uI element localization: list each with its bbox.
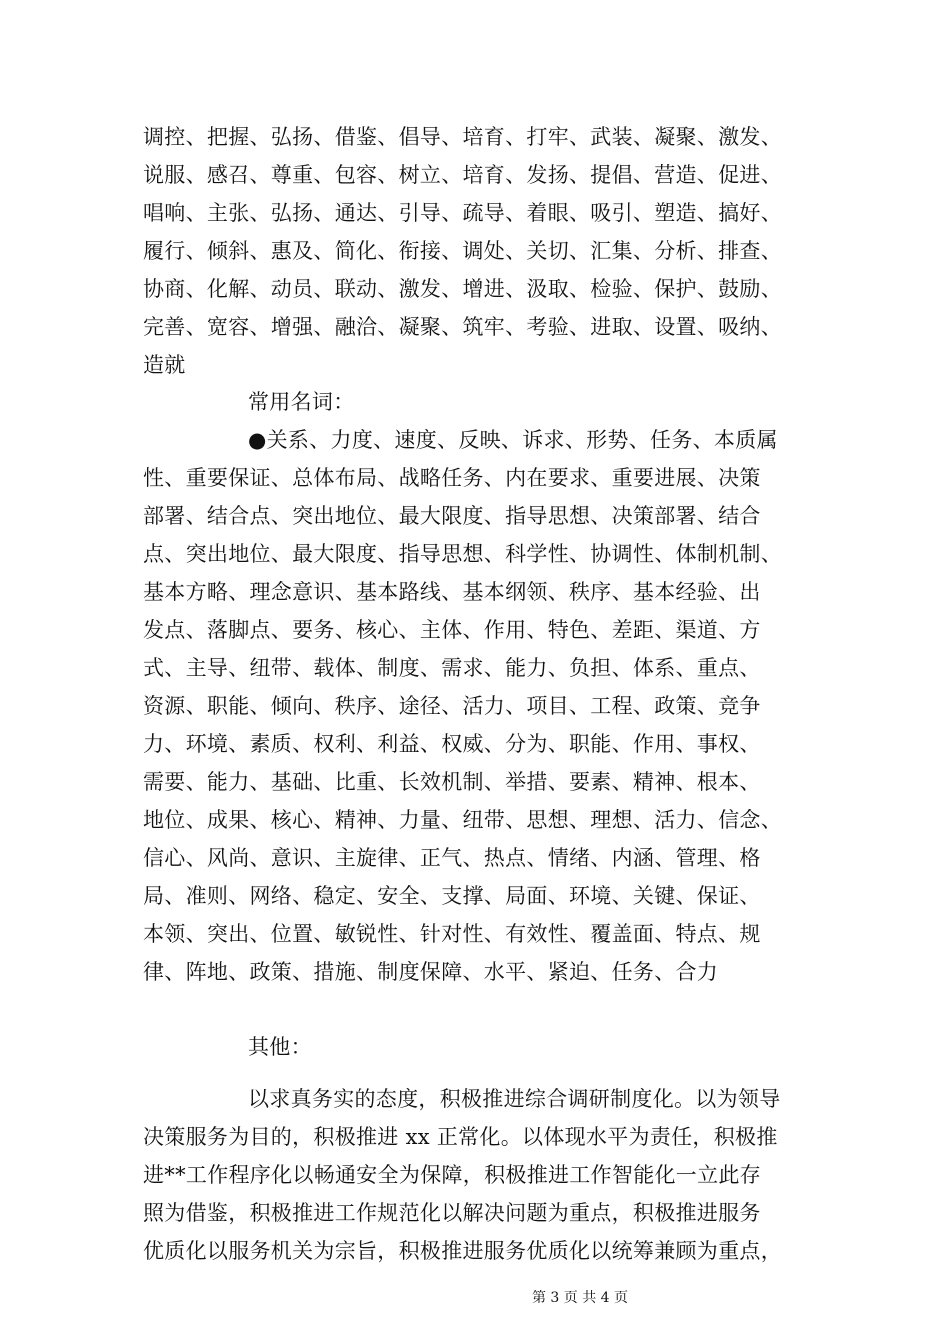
- nouns-line: ●关系、力度、速度、反映、诉求、形势、任务、本质属: [248, 428, 778, 452]
- nouns-line: 点、突出地位、最大限度、指导思想、科学性、协调性、体制机制、: [143, 542, 782, 566]
- nouns-line: 本领、突出、位置、敏锐性、针对性、有效性、覆盖面、特点、规: [143, 922, 761, 946]
- nouns-heading: 常用名词：: [248, 390, 355, 414]
- nouns-line: 资源、职能、倾向、秩序、途径、活力、项目、工程、政策、竞争: [143, 694, 761, 718]
- other-line: 以求真务实的态度，积极推进综合调研制度化。以为领导: [248, 1087, 781, 1111]
- nouns-line: 律、阵地、政策、措施、制度保障、水平、紧迫、任务、合力: [143, 960, 719, 984]
- nouns-line: 信心、风尚、意识、主旋律、正气、热点、情绪、内涵、管理、格: [143, 846, 761, 870]
- verbs-line: 调控、把握、弘扬、借鉴、倡导、培育、打牢、武装、凝聚、激发、: [143, 125, 782, 149]
- nouns-line: 局、准则、网络、稳定、安全、支撑、局面、环境、关键、保证、: [143, 884, 761, 908]
- nouns-line: 力、环境、素质、权利、利益、权威、分为、职能、作用、事权、: [143, 732, 761, 756]
- verbs-line: 说服、感召、尊重、包容、树立、培育、发扬、提倡、营造、促进、: [143, 163, 782, 187]
- other-line: 照为借鉴，积极推进工作规范化以解决问题为重点，积极推进服务: [143, 1201, 761, 1225]
- nouns-line: 需要、能力、基础、比重、长效机制、举措、要素、精神、根本、: [143, 770, 761, 794]
- verbs-list: [143, 118, 823, 384]
- nouns-line: 性、重要保证、总体布局、战略任务、内在要求、重要进展、决策: [143, 466, 761, 490]
- other-paragraph: [143, 1080, 823, 1270]
- verbs-line: 唱响、主张、弘扬、通达、引导、疏导、着眼、吸引、塑造、搞好、: [143, 201, 782, 225]
- verbs-line: 造就: [143, 353, 186, 377]
- other-heading: 其他：: [248, 1035, 312, 1059]
- verbs-line: 完善、宽容、增强、融洽、凝聚、筑牢、考验、进取、设置、吸纳、: [143, 315, 782, 339]
- other-line: 优质化以服务机关为宗旨，积极推进服务优质化以统筹兼顾为重点，: [143, 1239, 782, 1263]
- nouns-line: 地位、成果、核心、精神、力量、纽带、思想、理想、活力、信念、: [143, 808, 782, 832]
- page-number-footer: 第 3 页 共 4 页: [531, 1290, 629, 1306]
- other-line: 进**工作程序化以畅通安全为保障，积极推进工作智能化一立此存: [143, 1163, 761, 1187]
- verbs-line: 履行、倾斜、惠及、简化、衔接、调处、关切、汇集、分析、排查、: [143, 239, 782, 263]
- nouns-line: 式、主导、纽带、载体、制度、需求、能力、负担、体系、重点、: [143, 656, 761, 680]
- other-section: [143, 1028, 823, 1066]
- verbs-line: 协商、化解、动员、联动、激发、增进、汲取、检验、保护、鼓励、: [143, 277, 782, 301]
- nouns-section: [143, 383, 823, 991]
- other-line: 决策服务为目的，积极推进 xx 正常化。以体现水平为责任，积极推: [143, 1125, 778, 1149]
- nouns-line: 发点、落脚点、要务、核心、主体、作用、特色、差距、渠道、方: [143, 618, 761, 642]
- nouns-line: 基本方略、理念意识、基本路线、基本纲领、秩序、基本经验、出: [143, 580, 761, 604]
- nouns-line: 部署、结合点、突出地位、最大限度、指导思想、决策部署、结合: [143, 504, 761, 528]
